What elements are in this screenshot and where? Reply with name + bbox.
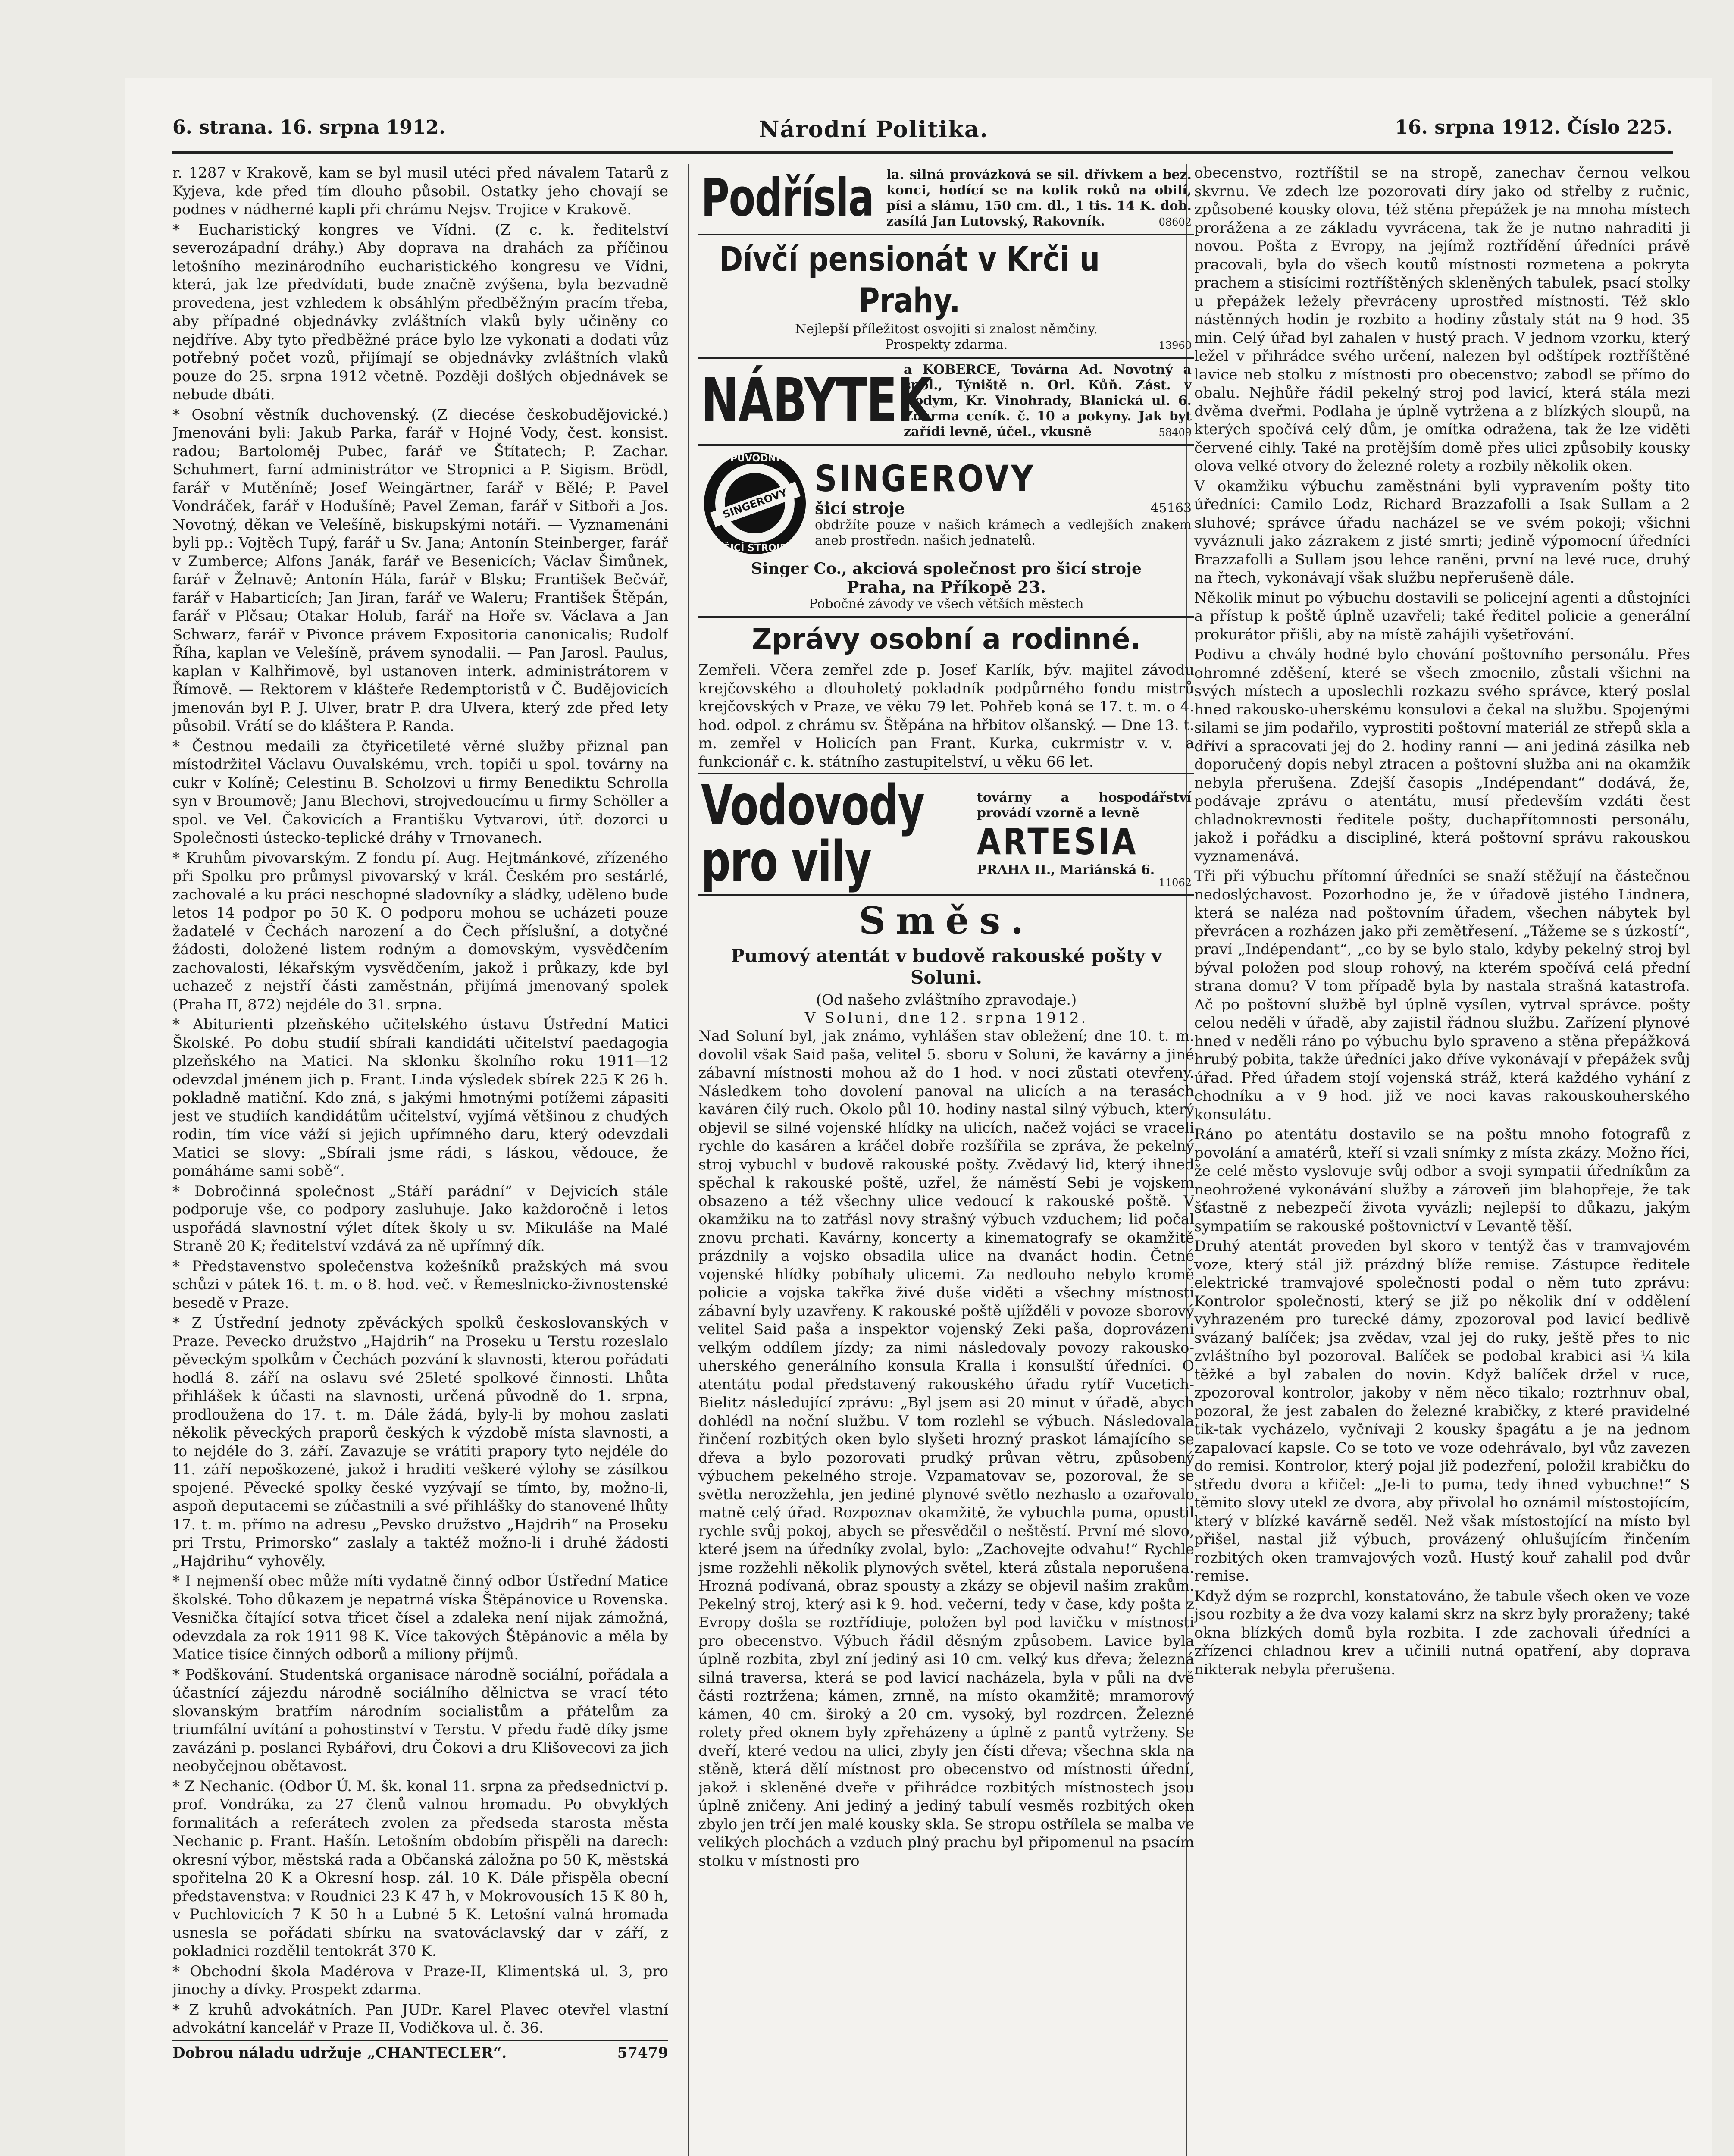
ad-vodovody-title-2: pro vily	[701, 830, 871, 894]
paragraph: Nad Soluní byl, jak známo, vyhlášen stav obležení; dne 10. t. m. dovolil však Said paša, velitel 5. sboru v Soluni, že kavárny a jiné zábavní místnosti mohou až do 1 hod. v noci zůstati otevřeny. Následkem toho dovolení panoval na ulicích a na terasách kaváren čilý ruch. Okolo půl 10. hodiny nastal silný výbuch, který objevil se silné vojenské hlídky na ulicích, načež vojáci se vraceli rychle do kasáren a kráčel dobře rozšířila se zpráva, že pekelný stroj vybuchl v budově rakouské pošty. Zvědavý lid, který ihned spěchal k rakouské poště, uzřel, že náměstí Sebi je vojskem obsazeno a též všechny ulice vedoucí k rakouské poště. V okamžiku na to zatřásl novy strašný výbuch vzduchem; lid počal znovu prchati. Kavárny, koncerty a kinematografy se okamžitě prázdnily a vojsko obsadila ulice na dvanáct hodin. Četné vojenské hlídky pobíhaly ulicemi. Za nedlouho nebylo kromě policie a vojska takřka živé duše viděti a všechny místnosti zábavní byly uzavřeny. K rakouské poště ujížděli v povoze sborový velitel Said paša a inspektor vojenský Zeki paša, doprovázeni velkým oddílem jízdy; za nimi následovaly povozy rakousko-uherského generálního konsula Kralla i konsulští úředníci. O atentátu podal představený rakouského úřadu rytíř Vucetich-Bielitz následující zprávu: „Byl jsem asi 20 minut v úřadě, abych dohlédl na noční službu. V tom rozlehl se výbuch. Následovala řinčení rozbitých oken bylo slyšeti hrozný praskot lámajícího se dřeva a bylo pozorovati prudký průvan větru, způsobený výbuchem pekelného stroje. Vzpamatovav se, pozoroval, že se světla nerozžehla, jen jediné plynové světlo nezhaslo a ozařovalo matně celý úřad. Rozpoznav okamžitě, že vybuchla puma, opustil rychle svůj pokoj, abych se přesvědčil o neštěstí. První mé slovo, které jsem na úředníky zvolal, bylo: „Zachovejte odvahu!“ Rychle jsme rozžehli několik plynových světel, která zůstala neporušena. Hrozná podívaná, obraz spousty a zkázy se objevil našim zrakům. Pekelný stroj, který asi k 9. hod. večerní, tedy v čase, kdy pošta z Evropy došla se roztřídiuje, položen byl pod lavičku v místnosti pro obecenstvo. Výbuch řádil děsným způsobem. Lavice byla úplně rozbita, zbyl zní jediný asi 10 cm. velký kus dřeva; železná silná traversa, která se pod lavicí nacházela, byla v půli na dvě části roztržena; kámen, zrnně, na místo okamžitě; mramorový kámen, 40 cm. široký a 20 cm. vysoký, byl rozdrcen. Železné rolety před oknem byly zpřeházeny a úplně z pantů vytrženy. Se dveří, které vedou na ulici, zbyly jen čísti dřeva; všechna skla na stěně, která dělí místnost pro obecenstvo od místnosti úřední, jakož i skleněné dveře v přihrádce rozbitých místnostech jsou úplně zničeny. Ani jediný a jediný tabulí vesměs rozbitých oken zbylo jen trčí jen malé kousky skla. Se stropu ostřílela se malba ve velikých plochách a vzduch plný prachu byl připomenul na psacím stolku v místnosti pro	[698, 1028, 1194, 1870]
article-title: Pumový atentát v budově rakouské pošty v Soluni.	[731, 945, 1162, 988]
paragraph: Ráno po atentátu dostavilo se na poštu mnoho fotografů z povolání a amatérů, kteří si vzali snímky z místa zkázy. Možno říci, že celé město vyslovuje svůj odbor a svoji sympatii úředníkům za neohrožené vykonávání služby a zároveň jim blahopřeje, že tak šťastně z nebezpečí života vyvázli; nejlepší to důkazu, jakým sympatiím se rakouské poštovnictví v Levantě těší.	[1194, 1126, 1690, 1235]
ad-pensionat	[698, 235, 1194, 359]
paragraph: * I nejmenší obec může míti vydatně činný odbor Ústřední Matice školské. Toho důkazem je nepatrná víska Štěpánovice u Rovenska. Vesnička čítající sotva třicet čísel a zdaleka není nijak zámožná, odevzdala za rok 1911 98 K. Více takových Štěpánovic a měla by Matice tisíce činných odborů a miliony příjmů.	[172, 1573, 668, 1663]
paragraph: * Dobročinná společnost „Stáří parádní“ v Dejvicích stále podporuje vše, co podpory zasluhuje. Jako každoročně i letos uspořádá slavnostní výlet dítek školy u sv. Mikuláše na Malé Straně 20 K; ředitelství vzdává za ně upřímný dík.	[172, 1182, 668, 1255]
newspaper-page	[125, 78, 1712, 2156]
ad-number: 13960	[1158, 339, 1192, 351]
header-issue-right: 16. srpna 1912. Číslo 225.	[1395, 116, 1673, 138]
paragraph: Zemřeli. Včera zemřel zde p. Josef Karlík, býv. majitel závodu krejčovského a dlouholetý pokladník podpůrného fondu mistrů krejčovských v Praze, ve věku 79 let. Pohřeb koná se 17. t. m. o 4. hod. odpol. z chrámu sv. Štěpána na hřbitov olšanský. — Dne 13. t. m. zemřel v Holicích pan Frant. Kurka, cukrmistr v. v. a funkcionář c. k. státního zastupitelství, u věku 66 let.	[698, 661, 1194, 771]
paragraph: * Eucharistický kongres ve Vídni. (Z c. k. ředitelství severozápadní dráhy.) Aby doprava na drahách za příčinou letošního mezinárodního eucharistického kongresu ve Vídni, která, jak lze předvídati, bude značně zvýšena, byla bezvadně provedena, jest vzhledem k obsáhlým předběžným pracím třeba, aby případné objednávky zvláštních vlaků byly učiněny co nejdříve. Aby tyto předběžné práce bylo lze vykonati a dodati vůz potřebný počet vozů, přijímají se objednávky zvláštních vlaků pouze do 25. srpna 1912 včetně. Později došlých objednávek se nebude dbáti.	[172, 221, 668, 403]
ad-singer-address: Praha, na Příkopě 23.	[846, 577, 1046, 597]
paragraph: Podivu a chvály hodné bylo chování poštovního personálu. Přes ohromné zděšení, které se všech zmocnilo, zůstali všichni na svých místech a uposlechli rozkazu svého správce, který poslal hned rakousko-uherskému konsulovi a čekal na službu. Spojenými silami se jim podařilo, vyprostiti poštovní materiál ze střepů skla a dříví a spracovati jej do 2. hodiny ranní — ani jediná zásilka neb doporučený dopis nebyl ztracen a poštovní služba ani na okamžik nebyla přerušena. Zdejší časopis „Indépendant“ dodává, že, podávaje zprávu o atentátu, musí především vzdáti čest chladnokrevnosti ředitele pošty, duchapřítomnosti personálu, jakož i pořádku a discipliné, která poštovní správu rakouskou vyznamenává.	[1194, 646, 1690, 865]
ad-pensionat-text: Nejlepší příležitost osvojiti si znalost němčiny.	[795, 322, 1098, 337]
paragraph: * Čestnou medaili za čtyřicetileté věrné služby přiznal pan místodržitel Václavu Ouvalskému, vrch. topiči u spol. továrny na cukr v Kolíně; Celestinu B. Scholzovi u firmy Benediktu Schrolla syn v Broumově; Janu Blechovi, strojvedoucímu u firmy Schöller a spol. ve Vel. Čakovicích a Františku Vytvarovi, útř. dozorci u Společnosti ústecko-teplické dráhy v Trnovanech.	[172, 737, 668, 846]
ad-number: 57479	[617, 2044, 668, 2062]
ad-pensionat-title: Dívčí pensionát v Krči u Prahy.	[719, 240, 1100, 320]
ad-podrisla	[698, 164, 1194, 235]
article-dateline: V Soluni, dne 12. srpna 1912.	[804, 1009, 1088, 1027]
ad-podrisla-title: Podřísla	[701, 168, 874, 228]
svg-text:ŠICÍ STROJE: ŠICÍ STROJE	[723, 543, 786, 554]
ad-singer-title: SINGEROVY	[815, 457, 1036, 500]
svg-text:PŮVODNÍ: PŮVODNÍ	[730, 453, 780, 464]
chantecler-ad	[172, 2040, 668, 2062]
section-heading: Zprávy osobní a rodinné.	[752, 624, 1141, 655]
paragraph: * Z Ústřední jednoty zpěváckých spolků českoslovanských v Praze. Pevecko družstvo „Hajdrih“ na Proseku u Terstu rozeslalo pěveckým spolkům v Čechách pozvání k slavnosti, kterou pořádati hodlá 8. září na oslavu své 25leté spolkové činnosti. Lhůta přihlášek k účasti na slavnosti, určená původně do 1. srpna, prodloužena do 17. t. m. Dále žádá, byly-li by mohou zaslati několik pěveckých praporů českých k výzdobě místa slavnosti, a to nejdéle do 3. září. Zavazuje se vrátiti prapory tyto nejdéle do 11. září nepoškozené, jakož i hraditi veškeré výlohy se zásílkou spojené. Pěvecké spolky české vyzývají se tímto, by, možno-li, aspoň deputacemi se zúčastnili a své přihlášky do stanovené lhůty 17. t. m. přímo na adresu „Pevsko družstvo „Hajdrih“ na Proseku pri Trstu, Primorsko“ zaslaly a taktéž možno-li i druhé žádosti „Hajdrihu“ vyhověly.	[172, 1314, 668, 1570]
paragraph: * Představenstvo společenstva kožešníků pražských má svou schůzi v pátek 16. t. m. o 8. hod. več. v Řemeslnicko-živnostenské besedě v Praze.	[172, 1257, 668, 1312]
paragraph: * Abiturienti plzeňského učitelského ústavu Ústřední Matici Školské. Po dobu studií sbírali kandidáti učitelství paedagogia plzeňského na Matici. Na sklonku školního roku 1911—12 odevzdal jménem jich p. Frant. Linda výsledek sbírek 225 K 26 h. pokladně matiční. Kdo zná, s jakými hmotnými potížemi zápasiti jest ve studiích kandidátům učitelství, vyjímá většinou z chudých rodin, tím více váží si jejich upřímného daru, který odevzdali Matici se slovy: „Sbírali jsme rádi, s láskou, vědouce, že pomáháme sami sobě“.	[172, 1016, 668, 1180]
ad-podrisla-text: la. silná provázková se sil. dřívkem a bez. konci, hodící se na kolik roků na obilí, písi a slámu, 150 cm. dl., 1 tis. 14 K. dob. zasílá Jan Lutovský, Rakovník.	[886, 167, 1192, 229]
svg-text:SINGEROVY: SINGEROVY	[721, 486, 789, 521]
ad-nabytek	[698, 359, 1194, 446]
ad-singer-company: Singer Co., akciová společnost pro šicí stroje	[751, 560, 1142, 578]
ad-singer-text: obdržíte pouze v našich krámech a vedlejších znakem aneb prostředn. našich jednatelů.	[815, 517, 1192, 548]
column-2	[698, 164, 1194, 2156]
paragraph: Když dým se rozprchl, konstatováno, že tabule všech oken ve voze jsou rozbity a že dva vozy kalami skrz na skrz byly proraženy; také okna blízkých domů byla rozbita. I zde zachovali úředníci a zřízenci chladnou krev a učinili nutná opatření, aby doprava nikterak nebyla přerušena.	[1194, 1587, 1690, 1678]
ad-vodovody-text: továrny a hospodářství provádí vzorně a levně	[977, 790, 1192, 821]
ad-pensionat-prospects: Prospekty zdarma.	[885, 337, 1008, 352]
header-date-left: 6. strana. 16. srpna 1912.	[172, 116, 446, 138]
paragraph: * Kruhům pivovarským. Z fondu pí. Aug. Hejtmánkové, zřízeného při Spolku pro průmysl pivovarský v král. Českém pro sestárlé, zachovalé a ku práci neschopné sladovníky a sládky, uděleno bude letos 14 podpor po 50 K. O podporu mohou se ucházeti pouze žadatelé v Čechách narození a do Čech příslušní, a dotyčné žádosti, doložené listem rodným a domovským, vysvědčením zachovalosti, lékařským vysvědčením, jakož i průkazy, kde byl uchazeč z nejstří části zaměstnán, přijímá jmenovaný spolek (Praha II, 872) nejdéle do 31. srpna.	[172, 849, 668, 1013]
ad-nabytek-title: NÁBYTEK	[701, 366, 931, 436]
ad-number: 08602	[1158, 216, 1192, 228]
paragraph: * Obchodní škola Madérova v Praze-II, Klimentská ul. 3, pro jinochy a dívky. Prospekt zdarma.	[172, 1962, 668, 1998]
smes-heading: Směs.	[858, 899, 1034, 943]
paragraph: Tři při výbuchu přítomní úředníci se snaží stěžují na částečnou nedoslýchavost. Pozorhodno je, že v úřadově jistého Lindnera, která se naléza nad poštovním úřadem, všechen nábytek byl převrácen a rozházen jako při zemětřesení. „Tážeme se s úzkostí“, praví „Indépendant“, „co by se bylo stalo, kdyby pekelný stroj byl býval položen pod sloup rohový, na kterém spočívá celá přední strana domu? V tom případě byla by nastala strašná katastrofa. Ač po poštovní službě byl úplně vysílen, vytrval správce. pošty celou neděli v úřadě, aby zajistil řádnou službu. Zařízení plynové hned v neděli ráno po výbuchu bylo spraveno a stěna přepážková hrubý pobita, takže úředníci jako dříve vykonávají v přepážek svůj úřad. Před úřadem stojí vojenská stráž, která každého vyhání z chodníku a v 9 hod. již ve noci kavas rakouskouherského konsulátu.	[1194, 868, 1690, 1123]
singer-seal-logo	[701, 449, 809, 557]
ad-number: 45163	[1150, 501, 1192, 516]
ad-number: 58409	[1158, 426, 1192, 439]
ad-artesia-address: PRAHA II., Mariánská 6.	[977, 862, 1155, 877]
paragraph: * Z Nechanic. (Odbor Ú. M. šk. konal 11. srpna za předsednictví p. prof. Vondráka, za 27 členů valnou hromadu. Po obvyklých formalitách a referátech zvolen za předseda starosta města Nechanic p. Frant. Hašín. Letošním obdobím přispěli na darech: okresní výbor, městská rada a Občanská záložna po 50 K, městská spořitelna 20 K a Okresní hosp. zál. 10 K. Dále přispěla obecní představenstva: v Roudnici 23 K 47 h, v Mokrovousích 15 K 80 h, v Puchlovicích 7 K 50 h a Lubné 5 K. Letošní valná hromada usnesla se pořádati sbírku na svatováclavský dar v září, z pokladnici rozdělil tentokrát 370 K.	[172, 1777, 668, 1960]
paragraph: * Podškování. Studentská organisace národně sociální, pořádala a účastnící zájezdu národně sociálního dělnictva se vrací této slovanským bratřím národním socialistům a přátelům za triumfální uvítání a pohostinství v Terstu. V předu řadě díky jsme zavázáni p. poslanci Rybářovi, dru Čokovi a dru Klišovecovi za jich neobyčejnou obětavost.	[172, 1666, 668, 1775]
ad-number: 11062	[1158, 876, 1192, 889]
ad-singer-branches: Pobočné závody ve všech větších městech	[809, 596, 1084, 611]
newspaper-title: Národní Politika.	[759, 116, 989, 143]
page-header	[172, 116, 1673, 147]
paragraph: Druhý atentát proveden byl skoro v tentýž čas v tramvajovém voze, který stál již prázdný blíže remise. Zástupce ředitele elektrické tramvajové společnosti podal o něm tuto zprávu: Kontrolor společnosti, který se již po několik dní v oddělení vyhrazeném pro turecké dámy, zpozoroval pod lavicí bedlivě svázaný balíček; jsa zvědav, vzal jej do ruky, ještě přes to nic zvláštního byl pozoroval. Balíček se podobal krabici asi ¼ kila těžké a byl zabalen do novin. Když balíček držel v ruce, zpozoroval kontrolor, jakoby v něm něco tikalo; roztrhnuv obal, pozoral, že jest zabalen do železné krabičky, z které pravidelné tik-tak vycházelo, vyčnívaji 2 kousky špagátu a je na jednom zapalovací kapsle. Co se toto ve voze odehrávalo, byl vůz zavezen do remisi. Kontrolor, který pojal již podezření, položil krabičku do středu dvora a křičel: „Je-li to puma, tedy ihned vybuchne!“ S těmito slovy utekl ze dvora, aby přivolal ho oznámil místostojícím, který v blízké kavárně seděl. Než však místostojící na místo byl přišel, nastal již výbuch, provázený ohlušujícím řinčením rozbitých oken tramvajových vozů. Hustý kouř zahalil pod dvůr remise.	[1194, 1238, 1690, 1585]
ad-vodovody	[698, 773, 1194, 896]
ad-singer	[698, 446, 1194, 618]
column-1	[172, 164, 668, 2156]
paragraph: * Osobní věstník duchovenský. (Z diecése českobudějovické.) Jmenováni byli: Jakub Parka, farář v Hojné Vody, čest. konsist. radou; Bartoloměj Pubec, farář ve Štítatech; P. Zachar. Schuhmert, farní administrátor ve Stropnici a P. Sigism. Brödl, farář v Mutěníně; Josef Weingärtner, farář v Bělé; P. Pavel Vondráček, farář v Hodušíně; Pavel Zeman, farář v Sitboři a Jos. Novotný, děkan ve Velešíně, biskupskými notáři. — Vyznamenáni byli pp.: Vojtěch Tupý, farář u Sv. Jana; Antonín Steinberger, farář v Zumberce; Alfons Janák, farář ve Besenicích; Václav Šimůnek, farář v Želnavě; Antonín Hála, farář v Blsku; František Bečvář, farář v Habarticích; Jan Jiran, farář ve Waleru; František Štěpán, farář v Plčsau; Otakar Holub, farář na Hoře sv. Václava a Jan Schwarz, farář v Pivonce právem Expositoria canonicalis; Rudolf Říha, kaplan ve Velešíně, právem synodalii. — Pan Jarosl. Paulus, kaplan v Kalhřimově, byl ustanoven interk. administrátorem v Římově. — Rektorem v klášteře Redemptoristů v Č. Budějovicích jmenován byl P. J. Ulver, bratr P. dra Ulvera, který zde před lety působil. Vrátí se do kláštera P. Randa.	[172, 406, 668, 735]
article-subtitle: (Od našeho zvláštního zpravodaje.)	[816, 991, 1077, 1009]
paragraph: V okamžiku výbuchu zaměstnáni byli vypravením pošty tito úředníci: Camilo Lodz, Richard Brazzafolli a Isak Sullam a 2 sluhové; správce úřadu nacházel se ve svém pokoji; všichni vyváznuli jako zázrakem z jisté smrti; jedině výpomocní úředníci Brazzafolli a Sullam jsou lehce raněni, první na levé ruce, druhý na řtech, vykonávají však službu nepřerušeně dále.	[1194, 477, 1690, 586]
ad-singer-subtitle: šicí stroje	[815, 498, 905, 518]
paragraph: r. 1287 v Krakově, kam se byl musil utéci před návalem Tatarů z Kyjeva, kde před tím dlouho působil. Ostatky jeho chovají se podnes v nádherné kapli při chrámu Nejsv. Trojice v Krakově.	[172, 164, 668, 218]
paragraph: Několik minut po výbuchu dostavili se policejní agenti a důstojníci a přístup k poště úplně uzavřeli; také ředitel policie a generální prokurátor přišli, aby na místě zahájili vyšetřování.	[1194, 589, 1690, 643]
header-rule	[172, 151, 1673, 154]
ad-nabytek-text: a KOBERCE, Továrna Ad. Novotný a spol., Týniště n. Orl. Kůň. Zást. v Kodym, Kr. Vinohrady, Blanická ul. 6. Zdarma ceník. č. 10 a pokyny. Jak byt zařídi levně, účel., vkusně	[904, 362, 1192, 439]
ad-vodovody-title-1: Vodovody	[701, 774, 924, 838]
ad-artesia-name: ARTESIA	[977, 821, 1138, 863]
chantecler-text: Dobrou náladu udržuje „CHANTECLER“.	[172, 2044, 507, 2062]
paragraph: obecenstvo, roztříštil se na stropě, zanechav černou velkou skvrnu. Ve zdech lze pozorovati díry jako od střelby z ručnic, způsobené kousky olova, též stěna přepážek je na mnoha místech prorážena a ze základu vyvrácena, tak že je nutno nahraditi ji novou. Pošta z Evropy, na jejímž roztřídění úředníci právě pracovali, byla do všech koutů místnosti rozmetena a pokryta prachem a stisícimi roztříštěných skleněných tabulek, psací stolky u přepážek ležely převráceny uprostřed místnosti. Též sklo nástěnných hodin je rozbito a hodiny zůstaly stát na 9 hod. 35 min. Celý úřad byl zahalen v hustý prach. V jednom vzorku, který ležel v přihrádce svého určení, nalezen byl odštípek roztříštěné lavice neb stolku z místnosti pro obecenstvo; zabodl se přímo do obalu. Nejhůře řádil pekelný stroj pod lavicí, která stála mezi dvěma dveřmi. Podlaha je úplně vytržena a z blízkých sloupů, na kterých spočívá celý dům, je omítka odražena, tak že lze viděti červené cihly. Také na protějším domě přes ulici způsobily kousky olova velké otvory do železné rolety a rozbily několik oken.	[1194, 164, 1690, 475]
paragraph: * Z kruhů advokátních. Pan JUDr. Karel Plavec otevřel vlastní advokátní kancelář v Praze II, Vodičkova ul. č. 36.	[172, 2001, 668, 2037]
column-3	[1194, 164, 1690, 2156]
column-divider-1	[688, 164, 689, 2156]
